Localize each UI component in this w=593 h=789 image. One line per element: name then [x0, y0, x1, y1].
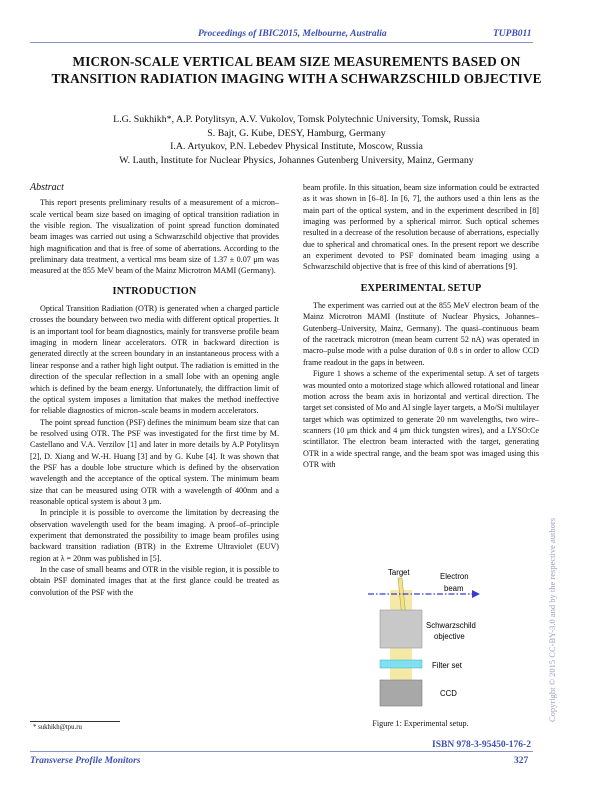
body-paragraph: beam profile. In this situation, beam size information could be extracted as it was shown in [6–8]. In [6, 7], the authors used a thin lens as the main part of the optical system, and in the experiment described in [8] imaging was performed by a spherical mirror. Such optical schemes resulted in a decrease of the resolution because of aberrations, especially due to spherical and chromatical ones. In the present report we describe an experiment devoted to PSF dominated beam imaging using a Schwarzschild objective that is free of this kind of aberrations [9].: [303, 183, 539, 272]
introduction-heading: INTRODUCTION: [112, 285, 197, 297]
running-header: Proceedings of IBIC2015, Melbourne, Australia: [198, 29, 387, 39]
paper-id: TUPB011: [493, 29, 532, 39]
label-objective: objective: [434, 632, 465, 641]
label-target: Target: [388, 568, 410, 577]
author-line: W. Lauth, Institute for Nuclear Physics, Johannes Gutenberg University, Mainz, Germany: [119, 154, 474, 166]
page-number: 327: [514, 756, 529, 766]
author-line: I.A. Artyukov, P.N. Lebedev Physical Institute, Moscow, Russia: [170, 141, 423, 152]
intro-paragraph: Optical Transition Radiation (OTR) is generated when a charged particle crosses the boundary between two media with different optical properties. It is an important tool for beam diagnostics, mainly for transverse profile beam imaging in modern linear accelerators. OTR in backward direction is generated directly at the screen boundary in an instantaneous process with a linear response and a rather high light output. The radiation is emitted in the direction of the specular reflection in a small lobe with an opening angle which is defined by the beam energy. Unfortunately, the diffraction limit of the optical system imposes a limitation that makes the method ineffective for reliable diagnostics of micron–scale beams in modern accelerators.: [30, 304, 279, 416]
right-column: [303, 182, 539, 470]
author-block: [40, 113, 553, 167]
header-rule: [30, 42, 533, 43]
setup-paragraph: The experiment was carried out at the 855 MeV electron beam of the Mainz Microtron MAMI (Institute of Nuclear Physics, Johannes–Gutenberg–University, Mainz, Germany). The quasi–continuous beam of the racetrack microtron (mean beam current 52 nA) was operated in macro–pulse mode with a pulse duration of 0.8 s in order to allow CCD frame readout in the gaps in between.: [303, 301, 539, 367]
author-line: L.G. Sukhikh*, A.P. Potylitsyn, A.V. Vukolov, Tomsk Polytechnic University, Tomsk, Russia: [113, 114, 480, 125]
label-electron: Electron: [440, 572, 469, 581]
label-beam: beam: [444, 584, 464, 593]
isbn: ISBN 978-3-95450-176-2: [432, 740, 531, 750]
footer-rule: [30, 751, 533, 752]
experimental-setup-figure: [368, 570, 518, 716]
filter-set: [380, 660, 422, 668]
abstract-heading: Abstract: [30, 182, 64, 193]
left-column: [30, 182, 279, 598]
copyright-sidebar: [545, 500, 559, 740]
label-schwarzschild: Schwarzschild: [426, 621, 476, 630]
footer-section: Transverse Profile Monitors: [30, 756, 141, 766]
footnote-rule: [30, 721, 120, 722]
label-filter: Filter set: [432, 661, 462, 670]
footnote: * sukhikh@tpu.ru: [33, 724, 82, 731]
schwarzschild-objective: [380, 610, 422, 648]
intro-paragraph: In principle it is possible to overcome the limitation by decreasing the observation wavelength used for the beam imaging. A proof–of–principle experiment that demonstrated the possibility to image beam profiles using backward transition radiation (BTR) in the Extreme Ultraviolet (EUV) region at λ = 20nm was published in [5].: [30, 508, 279, 563]
label-ccd: CCD: [440, 689, 457, 698]
beam-arrow: [472, 590, 480, 598]
intro-paragraph: The point spread function (PSF) defines the minimum beam size that can be resolved using OTR. The PSF was investigated for the first time by M. Castellano and V.A. Verzilov [1] and later in more details by A.P Potylitsyn [2], D. Xiang and W.-H. Huang [3] and by G. Kube [4]. It was shown that the PSF has a double lobe structure which is defined by the observation wavelength and the acceptance of the optical system. The minimum beam size that can be measured using OTR with a wavelength of 400nm and a reasonable optical system is about 3 μm.: [30, 417, 279, 506]
author-line: S. Bajt, G. Kube, DESY, Hamburg, Germany: [207, 127, 386, 139]
paper-title: MICRON-SCALE VERTICAL BEAM SIZE MEASUREMENTS BASED ON TRANSITION RADIATION IMAGING WITH A SCHWARZSCHILD OBJECTIVE: [51, 54, 542, 86]
abstract-text: This report presents preliminary results of a measurement of a micron–scale vertical beam size based on imaging of optical transition radiation in the visible region. The visualization of point spread function dominated beam images was carried out using a Schwarzschild objective that provides high magnification and that is free of some of aberrations. According to the preliminary data treatment, a vertical rms beam size of 1.37 ± 0.07 μm was measured at the 855 MeV beam of the Mainz Microtron MAMI (Germany).: [30, 198, 279, 276]
setup-paragraph: Figure 1 shows a scheme of the experimental setup. A set of targets was mounted onto a motorized stage which allowed rotational and linear motion across the beam axis in horizontal and vertical direction. The target set consisted of Mo and Al single layer targets, a Mo/Si multilayer target which was optimized to generate 20 nm wavelengths, two wire–scanners (10 μm thick and 4 μm thick tungsten wires), and a LYSO:Ce scintillator. The electron beam interacted with the target, generating OTR in a wide spectral range, and the beam spot was imaged using this OTR with: [303, 369, 539, 469]
intro-paragraph: In the case of small beams and OTR in the visible region, it is possible to obtain PSF dominated images that at the first glance could be treated as convolution of the PSF with the: [30, 565, 279, 597]
ccd-camera: [380, 680, 422, 706]
setup-heading: EXPERIMENTAL SETUP: [360, 282, 482, 294]
figure-caption: Figure 1: Experimental setup.: [372, 719, 469, 728]
copyright-text: Copyright © 2015 CC-BY-3.0 and by the respective authors: [547, 517, 557, 723]
